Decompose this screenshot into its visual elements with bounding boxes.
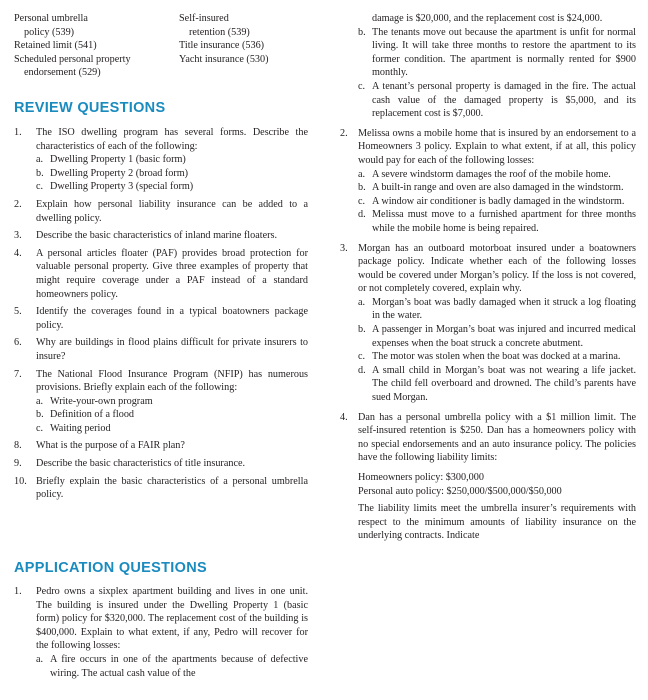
- sub-item: [358, 26, 636, 80]
- liability-limits: [358, 471, 636, 498]
- key-term: Self-insured: [179, 13, 229, 24]
- sub-item: [36, 395, 308, 409]
- question-number: 4.: [340, 411, 348, 423]
- question-text: Identify the coverages found in a typical boatowners package policy.: [36, 306, 308, 331]
- sub-text: Melissa must move to a furnished apartment for three months while the mobile home is being repaired.: [372, 209, 636, 234]
- review-question-4: [14, 247, 308, 301]
- sub-letter: a.: [358, 168, 366, 180]
- sub-letter: a.: [36, 653, 44, 665]
- review-question-7: [14, 368, 308, 436]
- review-question-5: [14, 305, 308, 332]
- sub-letter: b.: [358, 26, 366, 38]
- question-number: 10.: [14, 475, 27, 487]
- application-question-2: [336, 127, 636, 236]
- sub-item: [358, 350, 636, 364]
- sub-item: [358, 195, 636, 209]
- sub-letter: c.: [36, 422, 44, 434]
- question-number: 2.: [340, 127, 348, 139]
- review-question-6: [14, 336, 308, 363]
- sub-letter: c.: [358, 195, 366, 207]
- question-text: Briefly explain the basic characteristics of a personal umbrella policy.: [36, 475, 308, 501]
- review-question-1: [14, 126, 308, 194]
- sub-text: Dwelling Property 3 (special form): [50, 181, 194, 193]
- application-question-1-continued: [336, 12, 636, 121]
- review-question-8: [14, 439, 308, 453]
- application-questions-heading: APPLICATION QUESTIONS: [14, 560, 207, 576]
- sub-text: Dwelling Property 2 (broad form): [50, 167, 189, 179]
- sub-letter: b.: [358, 182, 366, 194]
- question-number: 1.: [14, 127, 22, 138]
- question-text: Explain how personal liability insurance can be added to a dwelling policy.: [36, 198, 308, 224]
- sub-letter: b.: [358, 324, 366, 336]
- question-number: 3.: [14, 230, 22, 242]
- sub-letter: b.: [36, 409, 44, 421]
- sub-text: Write-your-own program: [50, 395, 153, 407]
- sub-text: Waiting period: [50, 422, 111, 434]
- sub-item: [36, 153, 308, 167]
- sub-text: The motor was stolen when the boat was docked at a marina.: [372, 351, 621, 363]
- review-question-10: [14, 475, 308, 502]
- sub-text: Morgan’s boat was badly damaged when it struck a log floating in the water.: [372, 296, 636, 322]
- question-number: 5.: [14, 306, 22, 318]
- sub-item: [36, 422, 308, 436]
- question-number: 3.: [340, 242, 348, 254]
- sub-text: damage is $20,000, and the replacement cost is $24,000.: [372, 13, 603, 24]
- key-term: Title insurance (536): [179, 40, 265, 52]
- application-question-1: [14, 585, 308, 680]
- question-text: The National Flood Insurance Program (NFIP) has numerous provisions. Briefly explain each of the following:: [36, 368, 308, 394]
- sub-item: [36, 167, 308, 181]
- question-text: Describe the basic characteristics of title insurance.: [36, 458, 246, 470]
- question-text: A personal articles floater (PAF) provides broad protection for valuable personal property. Give three examples of property that might require coverage under a PAF instead of a standard homeowners policy.: [36, 247, 308, 300]
- question-number: 2.: [14, 198, 22, 210]
- sub-list: [36, 395, 308, 436]
- question-text: Dan has a personal umbrella policy with a $1 million limit. The self-insured retention is $250. Dan has a homeowners policy with no special endorsements and an auto insurance policy. The policies have the following liability limits:: [358, 411, 636, 464]
- question-text-continued: The liability limits meet the umbrella insurer’s requirements with respect to the minimum amounts of liability insurance on the underlying contracts. Indicate: [358, 503, 636, 542]
- sub-item: [358, 323, 636, 350]
- key-term: Retained limit (541): [14, 40, 97, 52]
- question-text: Morgan has an outboard motorboat insured under a boatowners package policy. Indicate whether each of the following losses would be covered under Morgan’s policy. If the loss is not covered, or not completely covered, explain why.: [358, 242, 636, 295]
- sub-text: A passenger in Morgan’s boat was injured and incurred medical expenses when the boat struck a concrete abutment.: [372, 324, 636, 349]
- question-text: Pedro owns a sixplex apartment building and lives in one unit. The building is insured under the Dwelling Property 1 (basic form) policy for $320,000. The replacement cost of the building is $400,000. Explain to what extent, if any, Pedro will recover for the following losses:: [36, 586, 308, 652]
- sub-text: The tenants move out because the apartment is unfit for normal living. It will take three months to restore the apartment to its former condition. The apartment is normally rented for $900 monthly.: [372, 26, 636, 79]
- sub-letter: c.: [358, 351, 366, 363]
- sub-text: A small child in Morgan’s boat was not wearing a life jacket. The child fell overboard and drowned. The child’s parents have sued Morgan.: [372, 364, 636, 404]
- application-questions-list-left: [14, 585, 308, 684]
- left-column: [14, 0, 308, 679]
- application-question-3: [336, 242, 636, 405]
- sub-text: A fire occurs in one of the apartments because of defective wiring. The actual cash value of the: [50, 653, 308, 679]
- sub-item: [358, 80, 636, 121]
- sub-letter: c.: [358, 80, 366, 92]
- sub-letter: d.: [358, 364, 366, 376]
- review-question-9: [14, 457, 308, 471]
- sub-item: [36, 653, 308, 680]
- key-term: endorsement (529): [24, 67, 101, 79]
- key-term: retention (539): [189, 26, 250, 38]
- key-terms-left: [14, 12, 131, 80]
- review-question-3: [14, 229, 308, 243]
- question-number: 6.: [14, 337, 22, 349]
- sub-list: [36, 653, 308, 680]
- sub-item: [36, 180, 308, 194]
- sub-item: [358, 168, 636, 182]
- key-term: policy (539): [24, 26, 75, 38]
- limit-line: Personal auto policy: $250,000/$500,000/$50,000: [358, 485, 562, 497]
- sub-item: [358, 208, 636, 235]
- question-number: 1.: [14, 586, 22, 597]
- sub-list: [358, 296, 636, 405]
- sub-item: [358, 12, 636, 26]
- limit-line: Homeowners policy: $300,000: [358, 472, 484, 483]
- sub-list: [336, 12, 636, 121]
- key-terms: [14, 0, 308, 84]
- key-term: Personal umbrella: [14, 13, 88, 24]
- sub-list: [358, 168, 636, 236]
- question-number: 9.: [14, 458, 22, 470]
- sub-text: Definition of a flood: [50, 409, 135, 421]
- question-text: What is the purpose of a FAIR plan?: [36, 440, 185, 452]
- sub-item: [358, 181, 636, 195]
- application-question-4: [336, 411, 636, 543]
- sub-text: A tenant’s personal property is damaged in the fire. The actual cash value of the damaged property is $5,000, and its replacement cost is $7,000.: [372, 80, 636, 120]
- sub-list: [36, 153, 308, 194]
- review-questions-list: [14, 126, 308, 506]
- sub-text: Dwelling Property 1 (basic form): [50, 154, 186, 166]
- sub-letter: a.: [358, 296, 366, 308]
- question-text: Melissa owns a mobile home that is insured by an endorsement to a Homeowners 3 policy. Explain to what extent, if at all, this policy would pay for each of the following losses:: [358, 127, 636, 166]
- question-text: Why are buildings in flood plains difficult for private insurers to insure?: [36, 337, 308, 362]
- sub-letter: c.: [36, 181, 44, 193]
- sub-item: [36, 408, 308, 422]
- question-text: The ISO dwelling program has several forms. Describe the characteristics of each of the following:: [36, 127, 308, 152]
- application-questions-list-right: [336, 12, 636, 547]
- sub-item: [358, 296, 636, 323]
- review-question-2: [14, 198, 308, 225]
- sub-letter: a.: [36, 395, 44, 407]
- sub-text: A severe windstorm damages the roof of the mobile home.: [372, 168, 611, 180]
- sub-text: A window air conditioner is badly damaged in the windstorm.: [372, 195, 625, 207]
- key-terms-right: [179, 12, 269, 66]
- sub-letter: a.: [36, 154, 44, 166]
- question-number: 7.: [14, 368, 22, 380]
- question-number: 8.: [14, 440, 22, 452]
- sub-text: A built-in range and oven are also damaged in the windstorm.: [372, 182, 624, 194]
- question-text: Describe the basic characteristics of inland marine floaters.: [36, 230, 277, 242]
- key-term: Scheduled personal property: [14, 53, 131, 65]
- review-questions-heading: REVIEW QUESTIONS: [14, 100, 166, 116]
- sub-item: [358, 364, 636, 405]
- key-term: Yacht insurance (530): [179, 53, 269, 65]
- question-number: 4.: [14, 247, 22, 259]
- sub-letter: b.: [36, 167, 44, 179]
- sub-letter: d.: [358, 209, 366, 221]
